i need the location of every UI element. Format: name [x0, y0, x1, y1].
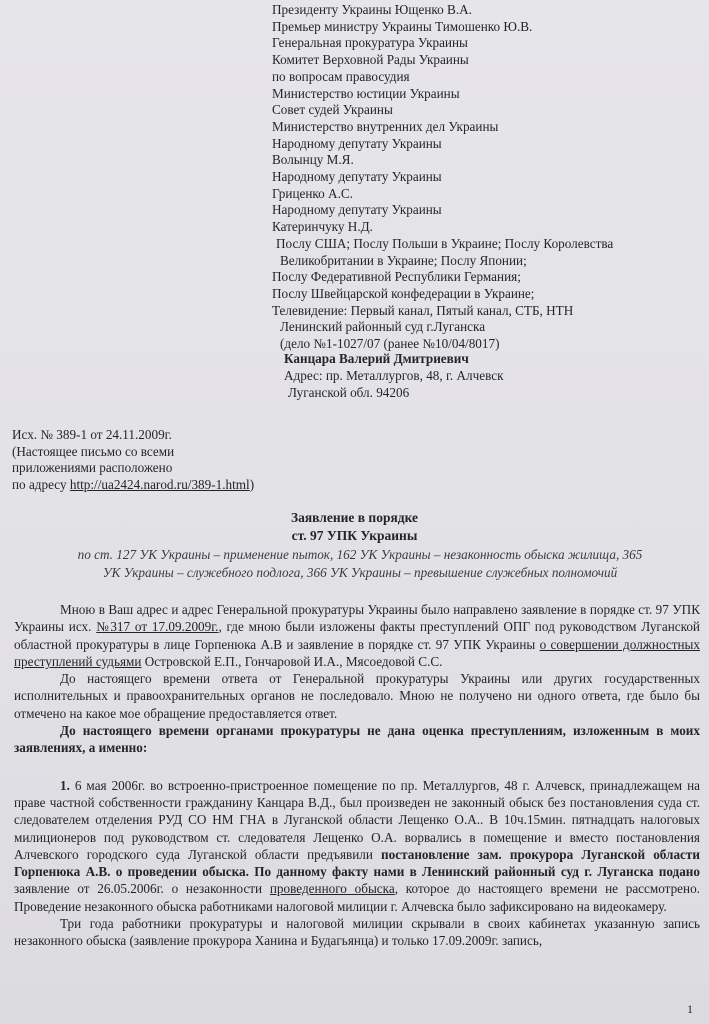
addressee-line: Министерство юстиции Украины [272, 85, 460, 101]
outgoing-note-prefix: по адресу [12, 476, 70, 492]
addressee-line: Премьер министру Украины Тимошенко Ю.В. [272, 18, 533, 34]
judges-crimes-link[interactable]: о совершении должностных преступлений судьями [14, 636, 700, 669]
addressee-line: Генеральная прокуратура Украины [272, 35, 468, 51]
outgoing-note: приложениями расположено [12, 460, 173, 475]
addressees-block [272, 2, 702, 353]
sender-name: Канцара Валерий Дмитриевич [284, 351, 469, 366]
para-text: Островской Е.П., Гончаровой И.А., Мясоедовой С.С. [141, 653, 443, 669]
addressee-line: Послу США; Послу Польши в Украине; Послу Королевства [276, 235, 614, 251]
addressee-line: Телевидение: Первый канал, Пятый канал, СТБ, НТН [272, 302, 574, 318]
addressee-line: Гриценко А.С. [272, 185, 353, 201]
paragraph-emphasis [14, 722, 700, 757]
subtitle-line: УК Украины – служебного подлога, 366 УК Украины – превышение служебных полномочий [102, 565, 618, 580]
para-text: 6 мая 2006г. во встроенно-пристроенное помещение по пр. Металлургов, 48 г. Алчевск, принадлежащем на праве частной собственности гражданину Канцара В.Д., был произведен не законный обыск без постановления суда ст. следователем отделения РУД СО НМ ГНА в Луганской области Лещенко О.А.. В 10ч.15мин. пятнадцать налоговых милиционеров под руководством ст. следователя Лещенко О.А. ворвались в помещение и вместо постановления Алчевского городского суда Луганской области предъявили [14, 777, 700, 862]
addressee-line: Народному депутату Украины [272, 202, 442, 218]
addressee-line: Народному депутату Украины [272, 169, 442, 185]
addressee-line: Послу Федеративной Республики Германия; [272, 269, 521, 285]
para-text: , которое до настоящего времени не рассмотрено. Проведение незаконного обыска работниками налоговой милиции г. Алчевска было зафиксировано на видеокамеру. [14, 881, 700, 914]
para-text: Мною в Ваш адрес и адрес Генеральной прокуратуры Украины было направлено заявление в порядке ст. 97 УПК Украины исх. [14, 602, 700, 635]
para-bold-text: До настоящего времени органами прокуратуры не дана оценка преступлениям, изложенным в моих заявлениях, а именно: [14, 723, 700, 756]
statement-subtitle [20, 546, 700, 582]
para-text: , где мною были изложены факты преступлений ОПГ под руководством Луганской областной прокуратуры в лице Горпенюка А.В и заявление в порядке ст. 97 УПК Украины [14, 619, 700, 652]
outgoing-note: (Настоящее письмо со всеми [12, 443, 175, 459]
addressee-line: Совет судей Украины [272, 102, 393, 118]
search-reference-link[interactable]: проведенного обыска [269, 881, 395, 897]
paragraph: До настоящего времени ответа от Генеральной прокуратуры Украины или других государственных исполнительных и правоохранительных органов не последовало. Мною не получено ни одного ответа, где было бы отмечено на какое мое обращение предоставляется ответ. [14, 671, 700, 721]
para-bold-text: постановление зам. прокурора Луганской области Горпенюка А.В. о проведении обыска. По данному факту нами в Ленинский районный суд г. Луганска подано [14, 846, 700, 880]
outgoing-note-suffix: ) [249, 476, 255, 492]
outgoing-note [12, 477, 254, 494]
page-number: 1 [687, 1002, 693, 1016]
statement-title-article: ст. 97 УПК Украины [291, 528, 418, 543]
addressee-line: Комитет Верховной Рады Украины [272, 52, 469, 68]
statement-body [14, 601, 700, 950]
addressee-line: по вопросам правосудия [272, 68, 410, 84]
sender-address-line: Луганской обл. 94206 [288, 385, 410, 400]
addressee-line: Народному депутату Украины [272, 135, 442, 151]
subtitle-line: по ст. 127 УК Украины – применение пыток, 162 УК Украины – незаконность обыска жилища, 365 [77, 547, 643, 562]
paragraph: Три года работники прокуратуры и налоговой милиции скрывали в своих кабинетах указанную запись незаконного обыска (заявление прокурора Ханина и Будагьянца) и только 17.09.2009г. запись, [14, 916, 700, 949]
statement-title: Заявление в порядке [290, 510, 419, 525]
addressee-line: Послу Швейцарской конфедерации в Украине; [272, 285, 535, 301]
letter-reference-link[interactable]: №317 от 17.09.2009г. [96, 619, 219, 635]
document-url-link[interactable]: http://ua2424.narod.ru/389-1.html [69, 476, 250, 492]
outgoing-number: Исх. № 389-1 от 24.11.2009г. [12, 427, 172, 442]
paragraph [14, 601, 700, 670]
addressee-line: Катеринчуку Н.Д. [272, 219, 373, 235]
addressee-line: (дело №1-1027/07 (ранее №10/04/8017) [280, 336, 500, 352]
addressee-line: Ленинский районный суд г.Луганска [280, 319, 486, 335]
addressee-line: Министерство внутренних дел Украины [272, 118, 499, 134]
para-text: заявление от 26.05.2006г. о незаконности [14, 881, 270, 897]
item-number: 1. [60, 777, 70, 793]
sender-address-line: Адрес: пр. Металлургов, 48, г. Алчевск [284, 368, 504, 383]
outgoing-number-block [12, 427, 254, 493]
paragraph-item-1 [14, 777, 700, 915]
addressee-line: Волынцу М.Я. [272, 152, 354, 168]
addressee-line: Великобритании в Украине; Послу Японии; [280, 252, 527, 268]
sender-block [284, 350, 504, 401]
addressee-line: Президенту Украины Ющенко В.А. [272, 2, 472, 17]
